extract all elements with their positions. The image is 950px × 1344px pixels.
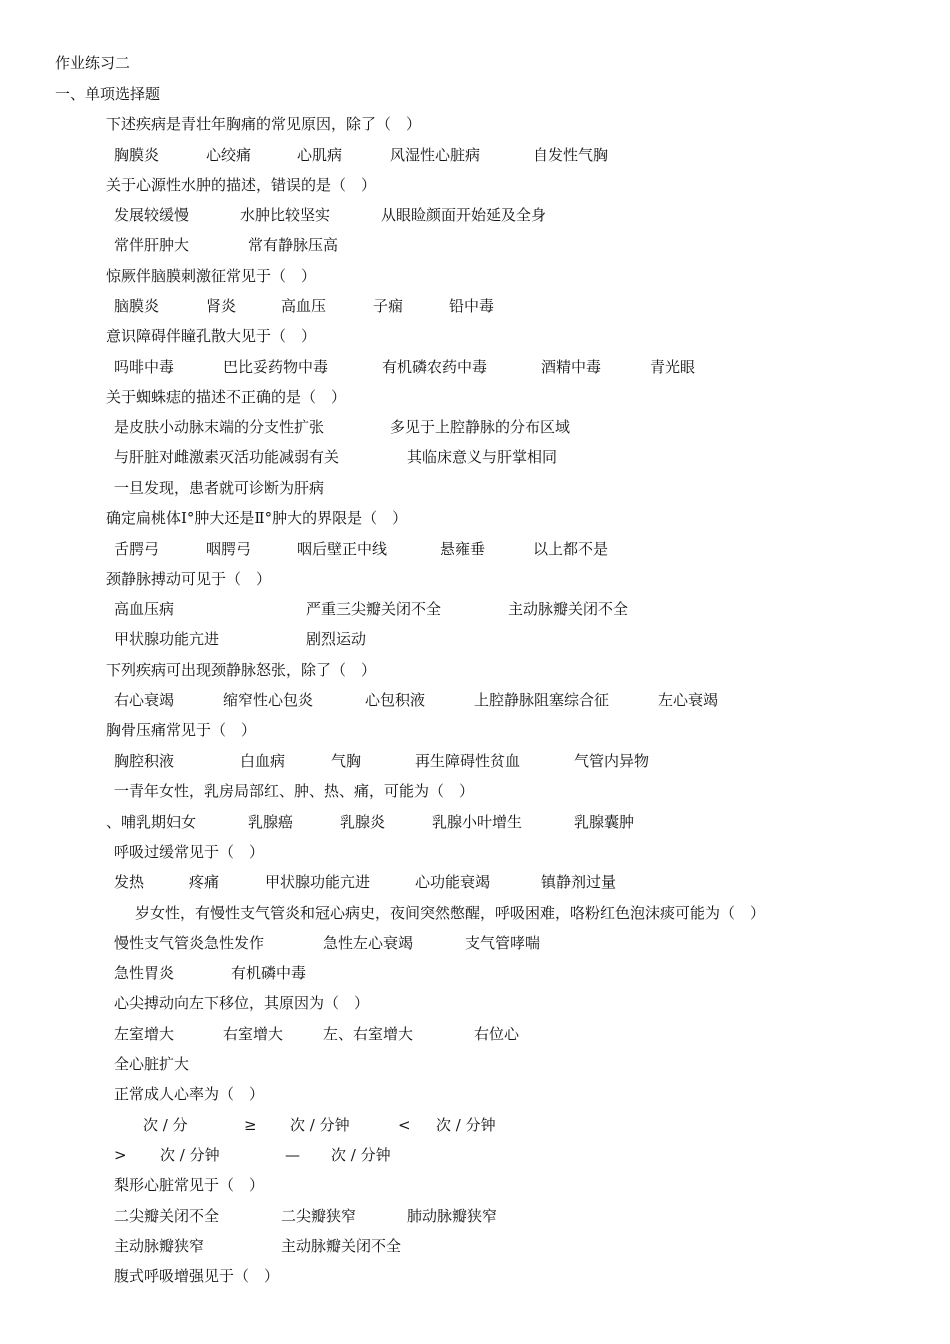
option-text: 常伴肝肿大 bbox=[114, 236, 190, 254]
option-text: ≥ bbox=[244, 1116, 257, 1134]
question-text: 确定扁桃体Ⅰ°肿大还是Ⅱ°肿大的界限是（ ） bbox=[106, 509, 408, 527]
option-text: 右位心 bbox=[474, 1025, 520, 1043]
option-text: 常有静脉压高 bbox=[248, 236, 339, 254]
option-text: 次 / 分钟 bbox=[290, 1116, 350, 1134]
option-text: 气管内异物 bbox=[574, 752, 650, 770]
option-text: 主动脉瓣关闭不全 bbox=[508, 600, 629, 618]
option-text: 高血压 bbox=[281, 297, 327, 315]
option-text: 气胸 bbox=[331, 752, 362, 770]
option-text: 铅中毒 bbox=[449, 297, 495, 315]
option-text: < bbox=[398, 1116, 411, 1134]
option-text: 乳腺炎 bbox=[340, 813, 386, 831]
option-text: 二尖瓣关闭不全 bbox=[114, 1207, 220, 1225]
option-text: 疼痛 bbox=[189, 873, 220, 891]
option-text: 腹式呼吸增强见于（ ） bbox=[114, 1267, 280, 1285]
option-text: 巴比妥药物中毒 bbox=[223, 358, 329, 376]
option-text: 有机磷农药中毒 bbox=[382, 358, 488, 376]
option-text: 次 / 分钟 bbox=[331, 1146, 391, 1164]
option-text: 呼吸过缓常见于（ ） bbox=[114, 843, 265, 861]
option-text: 悬雍垂 bbox=[440, 540, 486, 558]
title-text: 作业练习二 bbox=[55, 54, 131, 72]
option-text: 高血压病 bbox=[114, 600, 175, 618]
option-text: 一旦发现，患者就可诊断为肝病 bbox=[114, 479, 325, 497]
option-text: 吗啡中毒 bbox=[114, 358, 175, 376]
option-text: 风湿性心脏病 bbox=[390, 146, 481, 164]
option-text: 慢性支气管炎急性发作 bbox=[114, 934, 265, 952]
option-text: 青光眼 bbox=[650, 358, 696, 376]
option-text: 支气管哮喘 bbox=[465, 934, 541, 952]
option-text: 二尖瓣狭窄 bbox=[281, 1207, 357, 1225]
option-text: 左室增大 bbox=[114, 1025, 175, 1043]
option-text: 缩窄性心包炎 bbox=[223, 691, 314, 709]
option-text: 再生障碍性贫血 bbox=[415, 752, 521, 770]
question-text: 意识障碍伴瞳孔散大见于（ ） bbox=[106, 327, 317, 345]
option-text: 次 / 分 bbox=[143, 1116, 188, 1134]
option-text: 咽后壁正中线 bbox=[297, 540, 388, 558]
option-text: 左心衰竭 bbox=[658, 691, 719, 709]
option-text: 主动脉瓣关闭不全 bbox=[281, 1237, 402, 1255]
option-text: 左、右室增大 bbox=[323, 1025, 414, 1043]
option-text: 次 / 分钟 bbox=[160, 1146, 220, 1164]
option-text: 其临床意义与肝掌相同 bbox=[407, 448, 558, 466]
option-text: 多见于上腔静脉的分布区域 bbox=[390, 418, 571, 436]
option-text: 水肿比较坚实 bbox=[240, 206, 331, 224]
option-text: > bbox=[114, 1146, 127, 1164]
option-text: 脑膜炎 bbox=[114, 297, 160, 315]
option-text: 镇静剂过量 bbox=[541, 873, 617, 891]
question-text: 关于心源性水肿的描述，错误的是（ ） bbox=[106, 176, 377, 194]
option-text: 胸膜炎 bbox=[114, 146, 160, 164]
option-text: — bbox=[285, 1146, 300, 1164]
question-text: 胸骨压痛常见于（ ） bbox=[106, 721, 257, 739]
option-text: 甲状腺功能亢进 bbox=[114, 630, 220, 648]
option-text: 白血病 bbox=[240, 752, 286, 770]
option-text: 正常成人心率为（ ） bbox=[114, 1085, 265, 1103]
option-text: 心包积液 bbox=[365, 691, 426, 709]
option-text: 右心衰竭 bbox=[114, 691, 175, 709]
option-text: 心功能衰竭 bbox=[415, 873, 491, 891]
option-text: 一青年女性，乳房局部红、肿、热、痛，可能为（ ） bbox=[114, 782, 475, 800]
option-text: 是皮肤小动脉末端的分支性扩张 bbox=[114, 418, 325, 436]
option-text: 自发性气胸 bbox=[533, 146, 609, 164]
option-text: 乳腺小叶增生 bbox=[432, 813, 523, 831]
question-text: 惊厥伴脑膜刺激征常见于（ ） bbox=[106, 267, 317, 285]
option-text: 咽腭弓 bbox=[206, 540, 252, 558]
option-text: 有机磷中毒 bbox=[231, 964, 307, 982]
option-text: 剧烈运动 bbox=[306, 630, 367, 648]
section-heading-text: 一、单项选择题 bbox=[55, 85, 161, 103]
option-text: 心肌病 bbox=[297, 146, 343, 164]
question-text: 颈静脉搏动可见于（ ） bbox=[106, 570, 272, 588]
option-text: 梨形心脏常见于（ ） bbox=[114, 1176, 265, 1194]
option-text: 右室增大 bbox=[223, 1025, 284, 1043]
option-text: 心尖搏动向左下移位，其原因为（ ） bbox=[114, 994, 370, 1012]
option-text: 上腔静脉阻塞综合征 bbox=[474, 691, 610, 709]
option-text: 发热 bbox=[114, 873, 145, 891]
option-text: 胸腔积液 bbox=[114, 752, 175, 770]
option-text: 甲状腺功能亢进 bbox=[265, 873, 371, 891]
question-text: 下列疾病可出现颈静脉怒张，除了（ ） bbox=[106, 661, 377, 679]
option-text: 次 / 分钟 bbox=[436, 1116, 496, 1134]
question-text: 关于蜘蛛痣的描述不正确的是（ ） bbox=[106, 388, 347, 406]
option-text: 以上都不是 bbox=[533, 540, 609, 558]
option-text: 急性胃炎 bbox=[114, 964, 175, 982]
option-text: 乳腺癌 bbox=[248, 813, 294, 831]
option-text: 与肝脏对雌激素灭活功能减弱有关 bbox=[114, 448, 340, 466]
option-text: 、哺乳期妇女 bbox=[106, 813, 197, 831]
option-text: 从眼睑颜面开始延及全身 bbox=[381, 206, 547, 224]
option-text: 急性左心衰竭 bbox=[323, 934, 414, 952]
option-text: 肾炎 bbox=[206, 297, 237, 315]
option-text: 发展较缓慢 bbox=[114, 206, 190, 224]
option-text: 心绞痛 bbox=[206, 146, 252, 164]
option-text: 全心脏扩大 bbox=[114, 1055, 190, 1073]
option-text: 子痫 bbox=[373, 297, 404, 315]
option-text: 酒精中毒 bbox=[541, 358, 602, 376]
option-text: 乳腺囊肿 bbox=[574, 813, 635, 831]
option-text: 肺动脉瓣狭窄 bbox=[407, 1207, 498, 1225]
option-text: 舌腭弓 bbox=[114, 540, 160, 558]
option-text: 严重三尖瓣关闭不全 bbox=[306, 600, 442, 618]
question-text: 岁女性，有慢性支气管炎和冠心病史，夜间突然憋醒，呼吸困难，咯粉红色泡沫痰可能为（ ） bbox=[135, 904, 766, 922]
question-text: 下述疾病是青壮年胸痛的常见原因，除了（ ） bbox=[106, 115, 422, 133]
option-text: 主动脉瓣狭窄 bbox=[114, 1237, 205, 1255]
